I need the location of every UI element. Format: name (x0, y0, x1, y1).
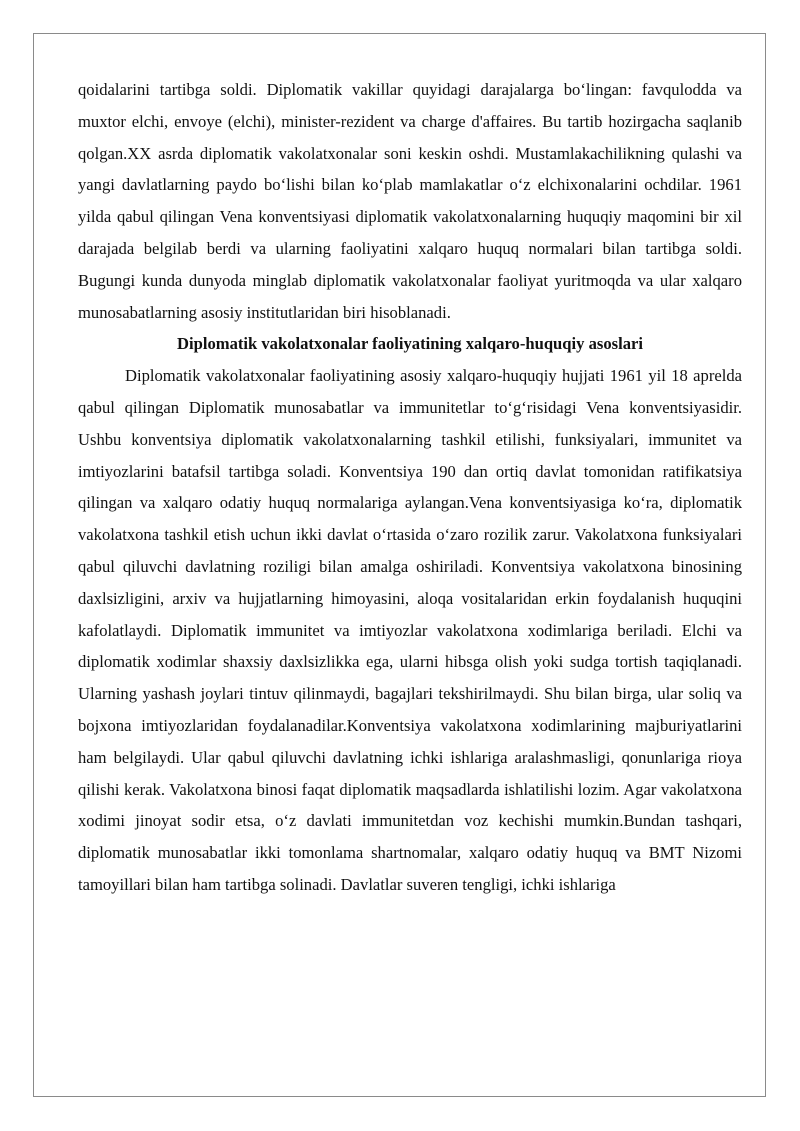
body-paragraph-legal-basis: Diplomatik vakolatxonalar faoliyatining asosiy xalqaro-huquqiy hujjati 1961 yil 18 aprelda qabul qilingan Diplomatik munosabatlar va immunitetlar to‘g‘risidagi Vena konventsiyasidir. Ushbu konventsiya diplomatik vakolatxonalarning tashkil etilishi, funksiyalari, immunitet va imtiyozlarini batafsil tartibga soladi. Konventsiya 190 dan ortiq davlat tomonidan ratifikatsiya qilingan va xalqaro odatiy huquq normalariga aylangan.Vena konventsiyasiga ko‘ra, diplomatik vakolatxona tashkil etish uchun ikki davlat o‘rtasida o‘zaro rozilik zarur. Vakolatxona funksiyalari qabul qiluvchi davlatning roziligi bilan amalga oshiriladi. Konventsiya vakolatxona binosining daxlsizligini, arxiv va hujjatlarning himoyasini, aloqa vositalaridan erkin foydalanish huquqini kafolatlaydi. Diplomatik immunitet va imtiyozlar vakolatxona xodimlariga beriladi. Elchi va diplomatik xodimlar shaxsiy daxlsizlikka ega, ularni hibsga olish yoki sudga tortish taqiqlanadi. Ularning yashash joylari tintuv qilinmaydi, bagajlari tekshirilmaydi. Shu bilan birga, ular soliq va bojxona imtiyozlaridan foydalanadilar.Konventsiya vakolatxona xodimlarining majburiyatlarini ham belgilaydi. Ular qabul qiluvchi davlatning ichki ishlariga aralashmasligi, qonunlariga rioya qilishi kerak. Vakolatxona binosi faqat diplomatik maqsadlarda ishlatilishi lozim. Agar vakolatxona xodimi jinoyat sodir etsa, o‘z davlati immunitetdan voz kechishi mumkin.Bundan tashqari, diplomatik munosabatlar ikki tomonlama shartnomalar, xalqaro odatiy huquq va BMT Nizomi tamoyillari bilan ham tartibga solinadi. Davlatlar suveren tengligi, ichki ishlariga (78, 366, 742, 894)
document-body (78, 74, 742, 901)
body-paragraph-intro: qoidalarini tartibga soldi. Diplomatik vakillar quyidagi darajalarga bo‘lingan: favqulodda va muxtor elchi, envoye (elchi), minister-rezident va charge d'affaires. Bu tartib hozirgacha saqlanib qolgan.XX asrda diplomatik vakolatxonalar soni keskin oshdi. Mustamlakachilikning qulashi va yangi davlatlarning paydo bo‘lishi bilan ko‘plab mamlakatlar o‘z elchixonalarini ochdilar. 1961 yilda qabul qilingan Vena konventsiyasi diplomatik vakolatxonalarning huquqiy maqomini bir xil darajada belgilab berdi va ularning faoliyatini xalqaro huquq normalari bilan tartibga soldi. Bugungi kunda dunyoda minglab diplomatik vakolatxonalar faoliyat yuritmoqda va ular xalqaro munosabatlarning asosiy institutlaridan biri hisoblanadi. (78, 80, 742, 322)
section-heading: Diplomatik vakolatxonalar faoliyatining xalqaro-huquqiy asoslari (177, 334, 643, 354)
